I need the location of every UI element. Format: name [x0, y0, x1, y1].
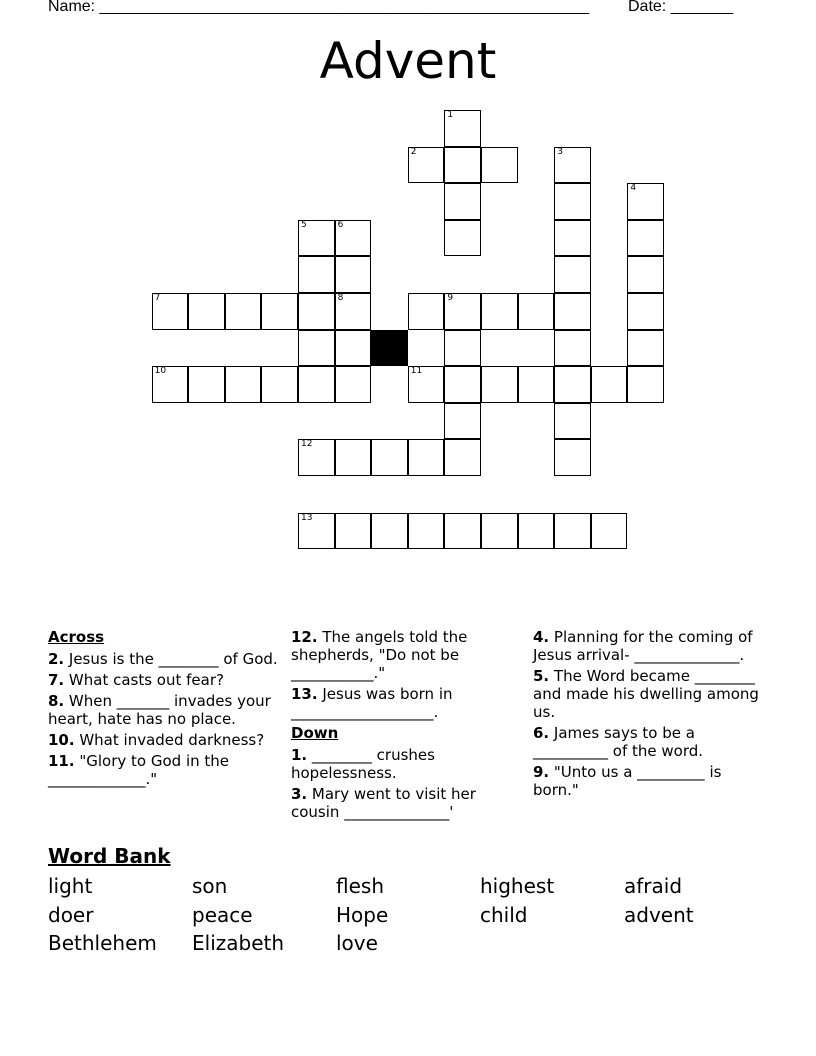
crossword-cell[interactable] [554, 220, 591, 257]
crossword-cell[interactable] [554, 366, 591, 403]
crossword-cell[interactable] [627, 293, 664, 330]
crossword-cell[interactable] [188, 293, 225, 330]
clue-down-6: 6. James says to be a __________ of the word. [533, 724, 704, 760]
crossword-cell[interactable] [298, 513, 335, 550]
crossword-cell[interactable] [298, 293, 335, 330]
crossword-cell[interactable] [554, 183, 591, 220]
crossword-cell[interactable] [481, 293, 518, 330]
clue-number: 11 [410, 366, 423, 377]
clue-number: 1 [447, 110, 454, 120]
clues-column-2 [291, 628, 521, 824]
word-bank-word: highest [480, 874, 555, 898]
crossword-cell[interactable] [408, 293, 445, 330]
clue-number: 3 [557, 146, 563, 157]
crossword-cell[interactable] [335, 293, 372, 330]
crossword-cell[interactable] [554, 330, 591, 367]
clues-column-1 [48, 628, 278, 791]
clue-across-8: 8. When _______ invades your heart, hate has no place. [48, 692, 271, 728]
crossword-cell[interactable] [627, 220, 664, 257]
clue-number: 6 [337, 219, 344, 230]
down-heading: Down [291, 724, 339, 742]
crossword-cell[interactable] [554, 256, 591, 293]
clue-number: 5 [301, 219, 307, 230]
crossword-cell[interactable] [627, 256, 664, 293]
crossword-cell[interactable] [335, 220, 372, 257]
crossword-cell[interactable] [298, 366, 335, 403]
clue-number: 9 [447, 293, 454, 303]
crossword-cell[interactable] [335, 513, 372, 550]
crossword-cell[interactable] [335, 366, 372, 403]
clues-column-3 [533, 628, 763, 802]
crossword-cell[interactable] [298, 439, 335, 476]
clue-number: 8 [337, 293, 344, 303]
crossword-cell[interactable] [627, 330, 664, 367]
crossword-cell[interactable] [371, 439, 408, 476]
crossword-cell[interactable] [518, 366, 555, 403]
crossword-cell[interactable] [444, 220, 481, 257]
word-bank-word: love [336, 931, 378, 955]
word-bank-word: son [192, 874, 228, 898]
crossword-cell[interactable] [408, 366, 445, 403]
crossword-cell[interactable] [444, 110, 481, 147]
word-bank-word: light [48, 874, 93, 898]
crossword-cell[interactable] [444, 439, 481, 476]
across-heading: Across [48, 628, 105, 646]
word-bank-word: peace [192, 903, 253, 927]
crossword-cell[interactable] [591, 513, 628, 550]
crossword-cell[interactable] [371, 513, 408, 550]
crossword-cell[interactable] [554, 403, 591, 440]
crossword-cell[interactable] [408, 513, 445, 550]
word-bank-word: afraid [624, 874, 683, 898]
clue-across-7: 7. What casts out fear? [48, 671, 224, 689]
clue-across-11: 11. "Glory to God in the _____________." [48, 752, 230, 788]
crossword-black-cell [371, 330, 408, 367]
crossword-cell[interactable] [335, 256, 372, 293]
crossword-cell[interactable] [554, 293, 591, 330]
crossword-cell[interactable] [481, 366, 518, 403]
clue-number: 4 [630, 183, 637, 194]
clue-number: 13 [301, 512, 313, 523]
crossword-cell[interactable] [335, 439, 372, 476]
crossword-cell[interactable] [627, 183, 664, 220]
crossword-cell[interactable] [444, 513, 481, 550]
crossword-cell[interactable] [261, 293, 298, 330]
crossword-cell[interactable] [554, 513, 591, 550]
clue-number: 10 [154, 366, 167, 377]
crossword-cell[interactable] [444, 366, 481, 403]
crossword-cell[interactable] [554, 147, 591, 184]
crossword-cell[interactable] [444, 147, 481, 184]
clue-across-12: 12. The angels told the shepherds, "Do not be ___________." [291, 628, 468, 682]
word-bank-word: child [480, 903, 528, 927]
clue-down-3: 3. Mary went to visit her cousin ______________' [291, 785, 476, 821]
crossword-cell[interactable] [152, 293, 189, 330]
clue-number: 12 [301, 439, 313, 450]
crossword-cell[interactable] [261, 366, 298, 403]
clue-down-4: 4. Planning for the coming of Jesus arrival- ______________. [533, 628, 753, 664]
word-bank-title: Word Bank [48, 844, 171, 868]
word-bank-word: Bethlehem [48, 931, 157, 955]
page-title: Advent [319, 32, 497, 90]
clue-number: 2 [410, 146, 417, 157]
word-bank-word: advent [624, 903, 694, 927]
clue-down-9: 9. "Unto us a _________ is born." [533, 763, 722, 799]
crossword-cell[interactable] [481, 513, 518, 550]
crossword-cell[interactable] [444, 403, 481, 440]
crossword-cell[interactable] [408, 147, 445, 184]
crossword-cell[interactable] [225, 293, 262, 330]
date-field-label: Date: _______ [628, 0, 733, 15]
clue-number: 7 [154, 293, 161, 303]
crossword-cell[interactable] [298, 330, 335, 367]
crossword-cell[interactable] [444, 183, 481, 220]
crossword-cell[interactable] [627, 366, 664, 403]
crossword-cell[interactable] [335, 330, 372, 367]
crossword-cell[interactable] [444, 293, 481, 330]
word-bank-word: doer [48, 903, 94, 927]
crossword-cell[interactable] [518, 293, 555, 330]
clue-across-10: 10. What invaded darkness? [48, 731, 265, 749]
crossword-cell[interactable] [298, 220, 335, 257]
crossword-cell[interactable] [225, 366, 262, 403]
word-bank-word: Hope [336, 903, 389, 927]
crossword-cell[interactable] [591, 366, 628, 403]
crossword-cell[interactable] [518, 513, 555, 550]
word-bank-word: flesh [336, 874, 384, 898]
clue-across-2: 2. Jesus is the ________ of God. [48, 650, 278, 668]
crossword-cell[interactable] [481, 147, 518, 184]
clue-down-1: 1. ________ crushes hopelessness. [291, 746, 435, 782]
crossword-cell[interactable] [554, 439, 591, 476]
crossword-cell[interactable] [444, 330, 481, 367]
name-field-label: Name: _______________________________________________________ [48, 0, 589, 15]
word-bank-word: Elizabeth [192, 931, 285, 955]
crossword-cell[interactable] [298, 256, 335, 293]
crossword-cell[interactable] [152, 366, 189, 403]
crossword-cell[interactable] [188, 366, 225, 403]
clue-across-13: 13. Jesus was born in ___________________. [291, 685, 453, 721]
clue-down-5: 5. The Word became ________ and made his dwelling among us. [533, 667, 759, 721]
crossword-cell[interactable] [408, 439, 445, 476]
